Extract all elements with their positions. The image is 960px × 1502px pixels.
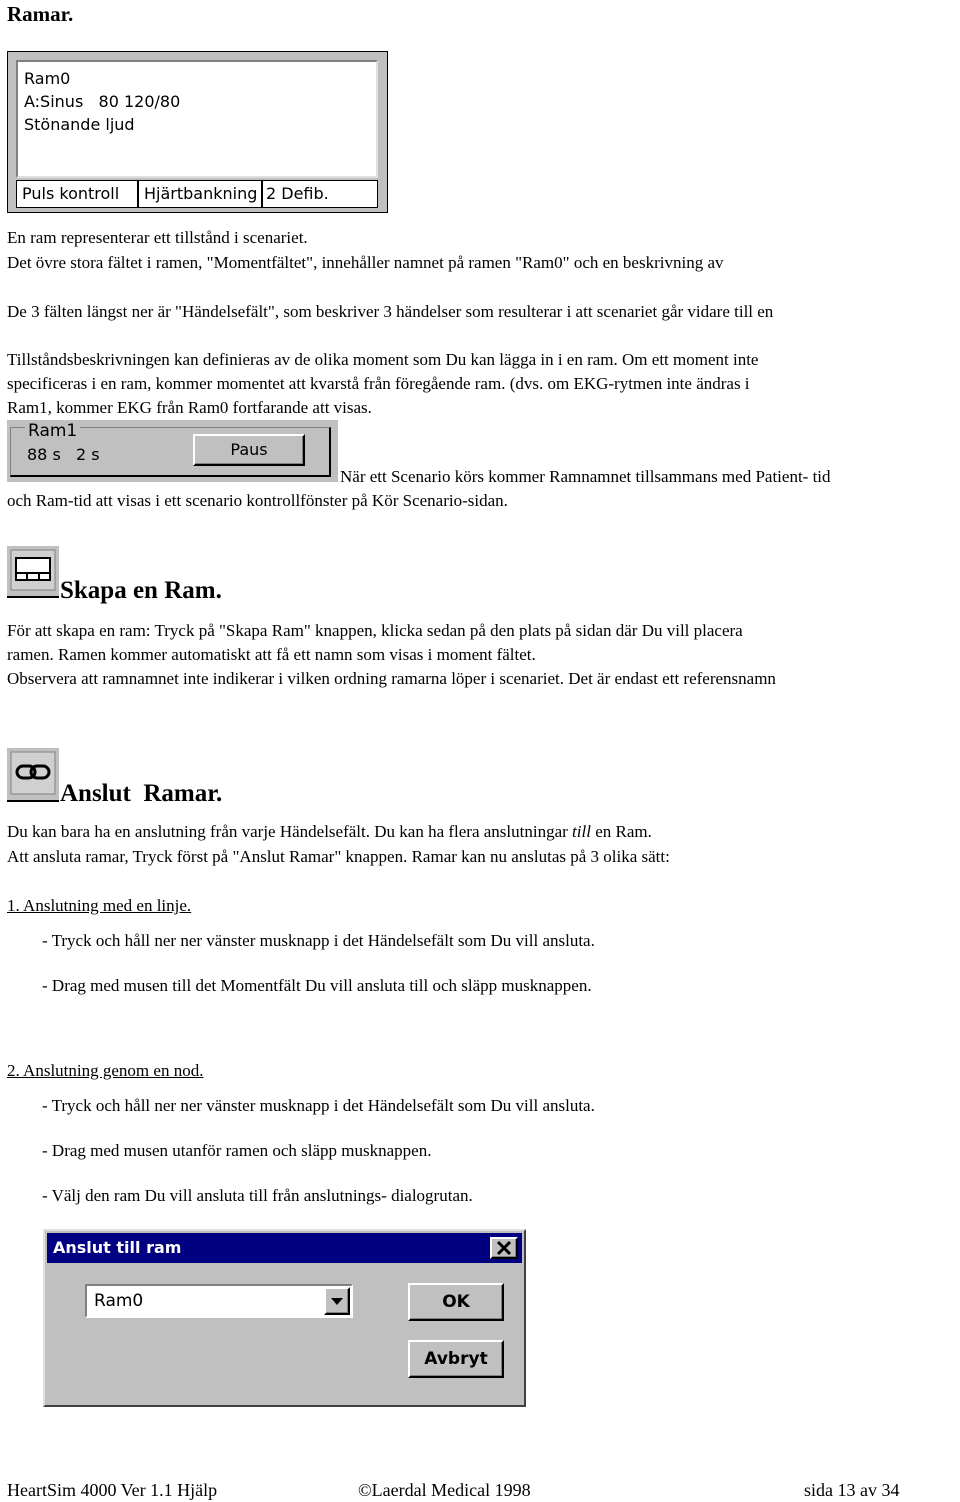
frame-ram0 (7, 51, 388, 213)
create-l2: ramen. Ramen kommer automatiskt att få ett namn som visas i moment fältet. (7, 645, 536, 664)
method2-heading (7, 1059, 203, 1083)
frame-times: 88 s 2 s (27, 445, 100, 464)
connect-heading: Anslut Ramar. (60, 780, 223, 807)
method2-heading-text: 2. Anslutning genom en nod. (7, 1061, 204, 1080)
ok-button[interactable]: OK (408, 1283, 504, 1321)
create-l3: Observera att ramnamnet inte indikerar i vilken ordning ramarna löper i scenariet. Det är endast ett referensnamn (7, 669, 776, 688)
method2-step1: - Tryck och håll ner ner vänster musknapp i det Händelsefält som Du vill ansluta. (42, 1096, 595, 1115)
connect-l1-emphasis: till (572, 822, 591, 841)
dialog-title: Anslut till ram (53, 1238, 182, 1257)
method1-heading (7, 894, 191, 918)
connect-l1-part3: en Ram. (590, 822, 652, 841)
connect-dialog (43, 1229, 526, 1407)
event-fields (16, 180, 378, 208)
moment-field[interactable] (16, 60, 378, 178)
scenario-text-a: När ett Scenario körs kommer Ramnamnet tillsammans med Patient- tid (340, 467, 831, 486)
scenario-control-ram1 (7, 420, 338, 482)
frame-name: Ram1 (25, 420, 80, 442)
event-field-3[interactable]: 2 Defib. (266, 184, 329, 203)
intro-p1: En ram representerar ett tillstånd i scenariet. (7, 228, 308, 247)
method2-step3: - Välj den ram Du vill ansluta till från anslutnings- dialogrutan. (42, 1186, 473, 1205)
create-frame-icon (7, 546, 59, 598)
close-button[interactable] (490, 1237, 518, 1259)
cancel-button[interactable]: Avbryt (408, 1340, 504, 1378)
intro-p4b: specificeras i en ram, kommer momentet att kvarstå från föregående ram. (dvs. om EKG-rytmen inte ändras i (7, 374, 750, 393)
method1-step2: - Drag med musen till det Momentfält Du vill ansluta till och släpp musknappen. (42, 976, 592, 995)
intro-p3: De 3 fälten längst ner är "Händelsefält", som beskriver 3 händelser som resulterar i att scenariet går vidare till en (7, 302, 774, 321)
close-icon (492, 1239, 516, 1257)
footer-right: sida 13 av 34 (804, 1480, 900, 1500)
intro-p4a: Tillståndsbeskrivningen kan definieras av de olika moment som Du kan lägga in i en ram. Om ett moment inte (7, 350, 759, 369)
dialog-titlebar (47, 1233, 522, 1263)
create-l1: För att skapa en ram: Tryck på "Skapa Ram" knappen, klicka sedan på den plats på sidan där Du vill placera (7, 621, 743, 640)
footer-center: ©Laerdal Medical 1998 (358, 1480, 531, 1500)
moment-name: Ram0 (24, 69, 71, 88)
create-heading: Skapa en Ram. (60, 577, 222, 604)
frame-select[interactable] (85, 1284, 353, 1318)
moment-sound: Stönande ljud (24, 115, 135, 134)
connect-l1 (7, 820, 652, 844)
moment-rhythm: A:Sinus 80 120/80 (24, 92, 181, 111)
frame-select-value: Ram0 (94, 1291, 144, 1311)
connect-l2: Att ansluta ramar, Tryck först på "Anslut Ramar" knappen. Ramar kan nu anslutas på 3 olika sätt: (7, 847, 670, 866)
dropdown-button[interactable] (324, 1287, 350, 1315)
page-title: Ramar. (7, 2, 74, 26)
intro-p4c: Ram1, kommer EKG från Ram0 fortfarande att visas. (7, 398, 372, 417)
link-icon (7, 748, 59, 800)
connect-l1-part1: Du kan bara ha en anslutning från varje Händelsefält. Du kan ha flera anslutningar (7, 822, 573, 841)
chevron-down-icon (326, 1289, 348, 1313)
scenario-text-b: och Ram-tid att visas i ett scenario kontrollfönster på Kör Scenario-sidan. (7, 491, 508, 510)
pause-button[interactable]: Paus (193, 434, 305, 466)
intro-p2: Det övre stora fältet i ramen, "Momentfältet", innehåller namnet på ramen "Ram0" och en beskrivning av (7, 253, 724, 272)
method1-step1: - Tryck och håll ner ner vänster musknapp i det Händelsefält som Du vill ansluta. (42, 931, 595, 950)
event-field-1[interactable]: Puls kontroll (17, 181, 139, 207)
connect-frames-icon (7, 748, 59, 802)
footer-left: HeartSim 4000 Ver 1.1 Hjälp (7, 1480, 218, 1500)
frame-icon (7, 546, 59, 596)
method1-heading-text: 1. Anslutning med en linje. (7, 896, 192, 915)
event-field-2[interactable]: Hjärtbankning (139, 181, 263, 207)
method2-step2: - Drag med musen utanför ramen och släpp musknappen. (42, 1141, 432, 1160)
